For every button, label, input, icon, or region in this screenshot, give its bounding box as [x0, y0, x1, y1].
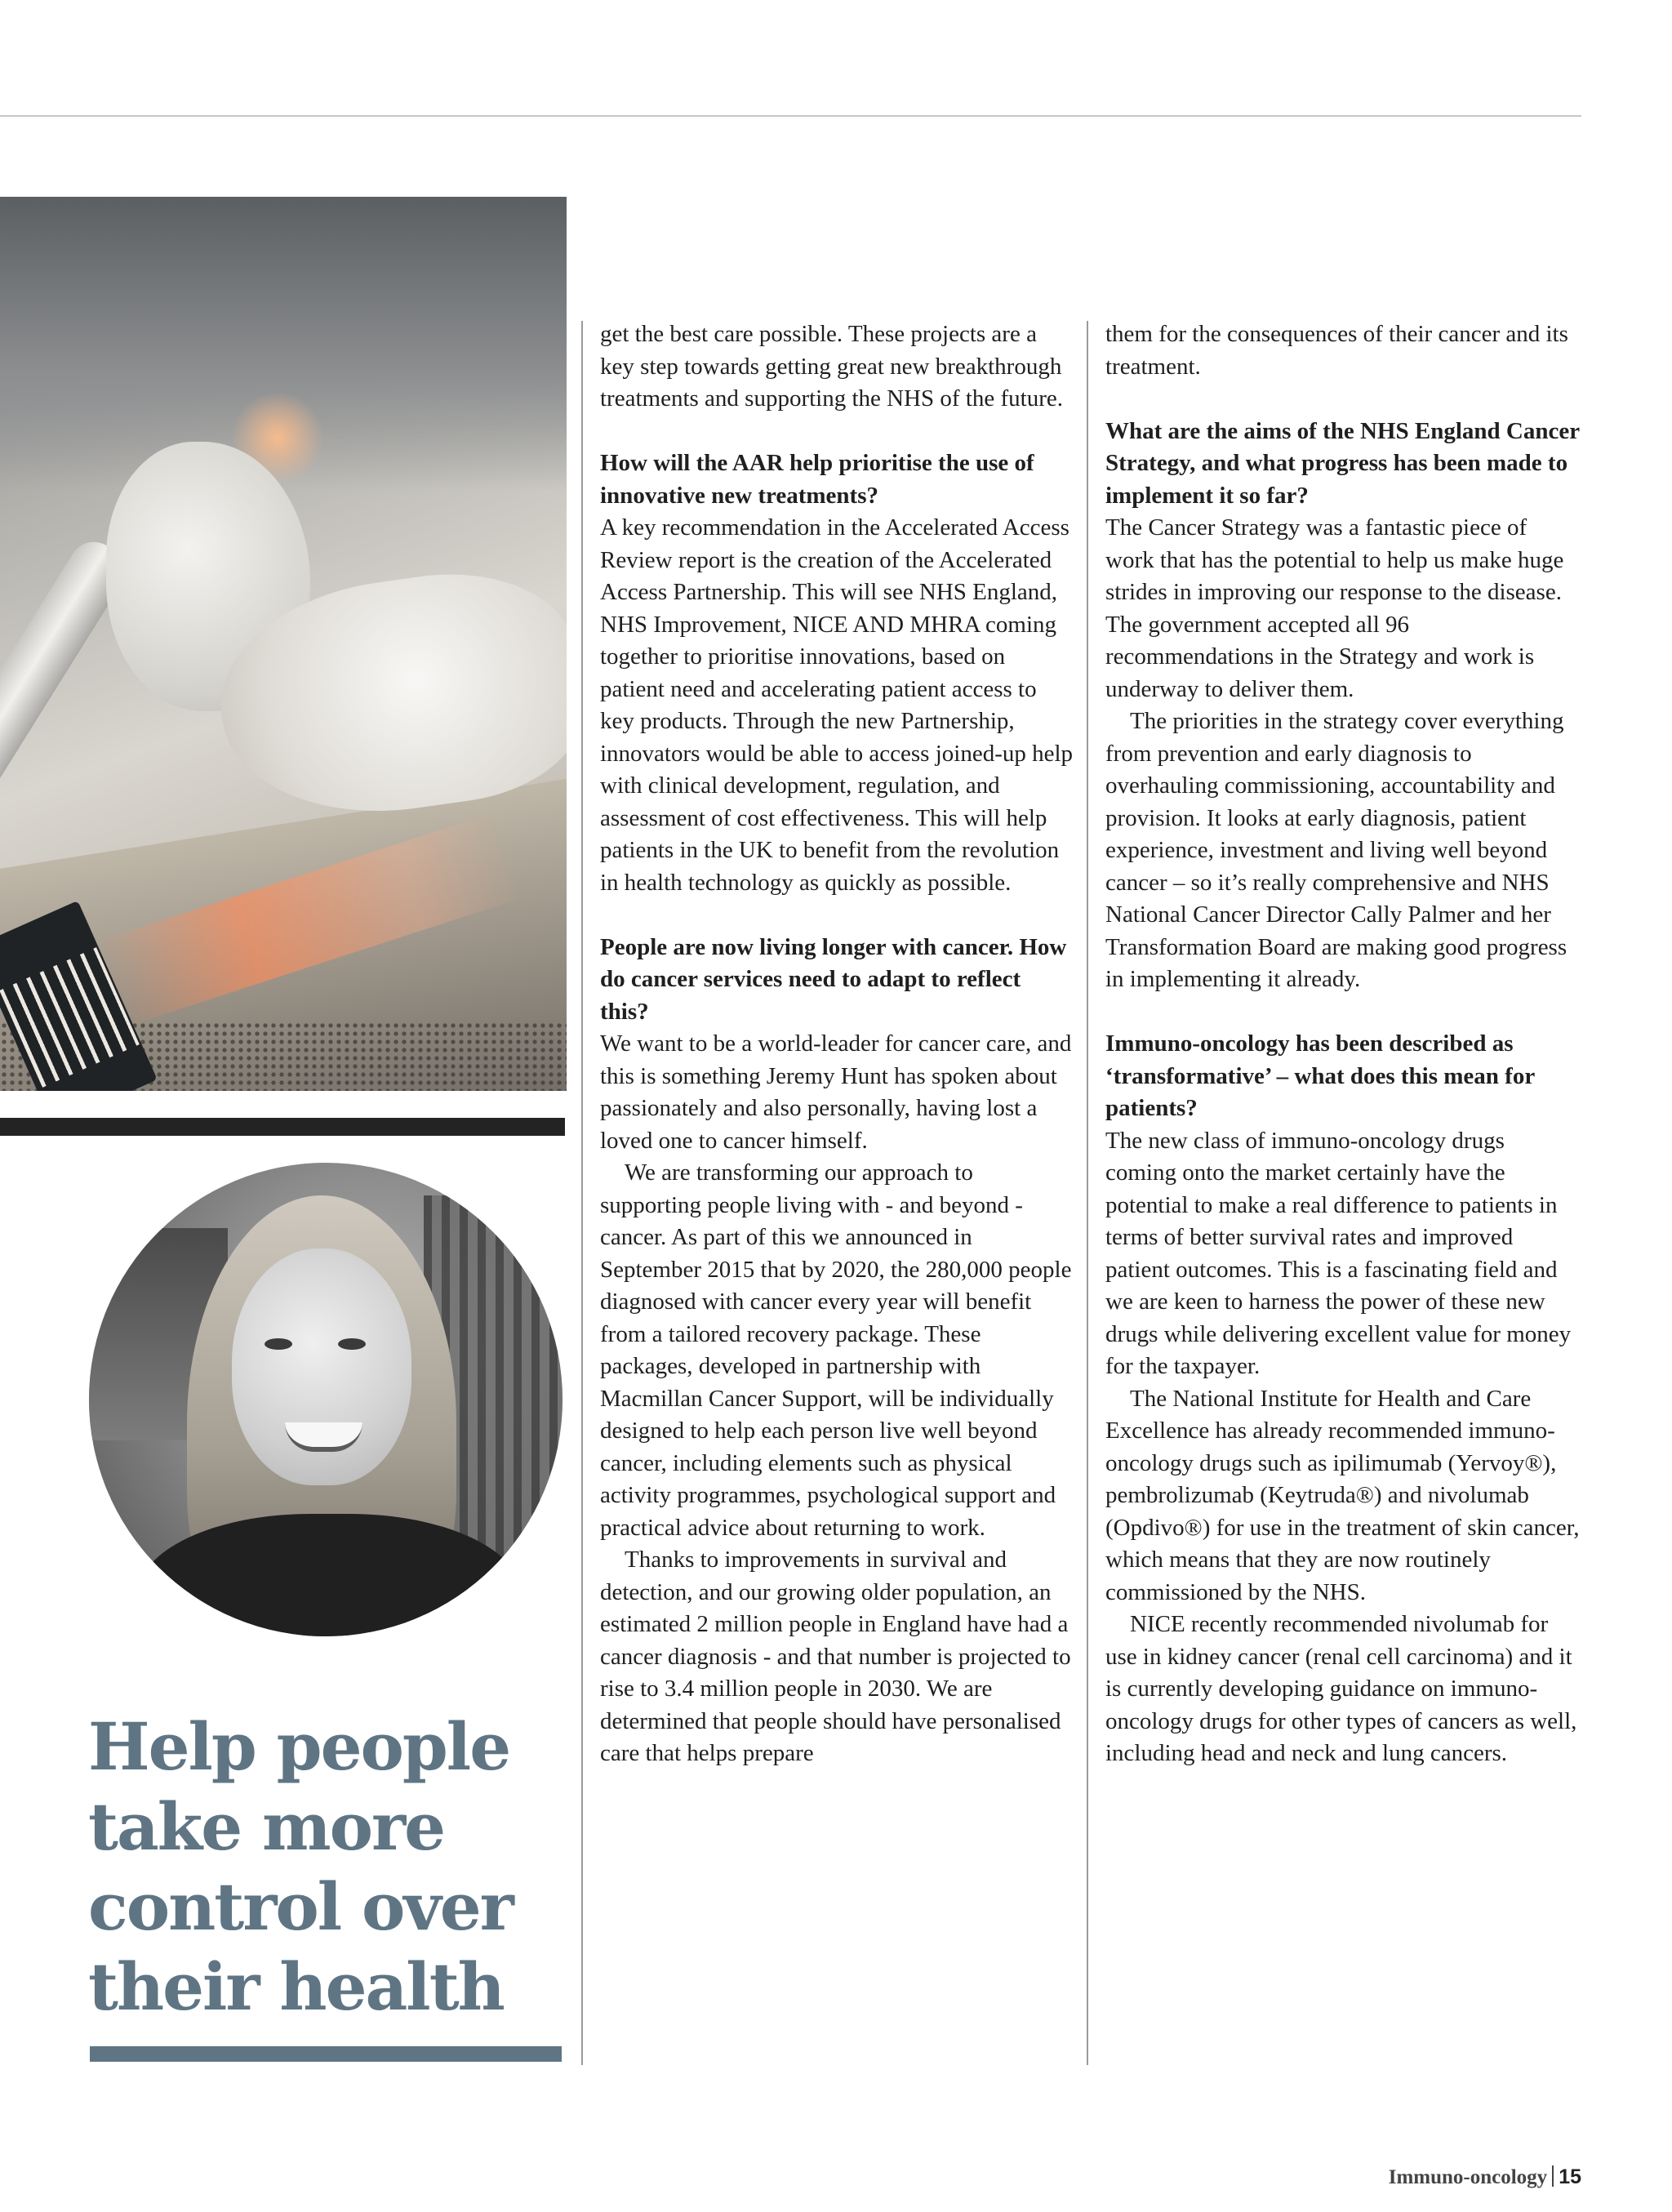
- answer-paragraph: The Cancer Strategy was a fantastic piece of work that has the potential to help us make huge strides in improving our response to the disease. The government accepted all 96 recommendations in the Strategy and work is underway to deliver them.: [1105, 514, 1564, 702]
- portrait-left-eye: [265, 1338, 292, 1350]
- answer-paragraph: NICE recently recommended nivolumab for use in kidney cancer (renal cell carcinoma) and it is currently developing guidance on immuno-oncology drugs for other types of cancers as well, including head and neck and lung cancers.: [1105, 1611, 1577, 1766]
- page-number: 15: [1559, 2165, 1581, 2188]
- answer-paragraph: A key recommendation in the Accelerated Access Review report is the creation of the Accelerated Access Partnership. This will see NHS England, NHS Improvement, NICE AND MHRA coming together to prioritise innovations, based on patient need and accelerating patient access to key products. Through the new Partnership, innovators would be able to access joined-up help with clinical development, regulation, and assessment of cost effectiveness. This will help patients in the UK to benefit from the revolution in health technology as quickly as possible.: [600, 514, 1074, 896]
- answer-paragraph: We are transforming our approach to supporting people living with - and beyond - cancer. As part of this we announced in September 2015 that by 2020, the 280,000 people diagnosed with cancer every year will benefit from a tailored recovery package. These packages, developed in partnership with Macmillan Cancer Support, will be individually designed to help each person live well beyond cancer, including elements such as physical activity programmes, psychological support and practical advice about returning to work.: [600, 1159, 1072, 1541]
- page-footer: [1389, 2165, 1581, 2189]
- top-rule: [0, 115, 1581, 117]
- question-heading: People are now living longer with cancer. How do cancer services need to adapt to reflect this?: [600, 933, 1067, 1025]
- answer-paragraph: Thanks to improvements in survival and detection, and our growing older population, an estimated 2 million people in England have had a cancer diagnosis - and that number is projected to rise to 3.4 million people in 2030. We are determined that people should have personalised care that helps prepare: [600, 1547, 1071, 1766]
- continued-paragraph: them for the consequences of their cancer and its treatment.: [1105, 321, 1568, 380]
- lab-pipette-photo: [0, 197, 567, 1091]
- question-heading: Immuno-oncology has been described as ‘transformative’ – what does this mean for patients?: [1105, 1030, 1535, 1121]
- answer-paragraph: The National Institute for Health and Care Excellence has already recommended immuno-oncology drugs such as ipilimumab (Yervoy®), pembrolizumab (Keytruda®) and nivolumab (Opdivo®) for use in the treatment of skin cancer, which means that they are now routinely commissioned by the NHS.: [1105, 1385, 1580, 1605]
- question-heading: How will the AAR help prioritise the use of innovative new treatments?: [600, 450, 1034, 509]
- answer-paragraph: The priorities in the strategy cover everything from prevention and early diagnosis to overhauling commissioning, accountability and provision. It looks at early diagnosis, patient experience, investment and living well beyond cancer – so it’s really comprehensive and NHS National Cancer Director Cally Palmer and her Transformation Board are making good progress in implementing it already.: [1105, 708, 1568, 992]
- answer-paragraph: The new class of immuno-oncology drugs coming onto the market certainly have the potential to make a real difference to patients in terms of better survival rates and improved patient outcomes. This is a fascinating field and we are keen to harness the power of these new drugs while delivering excellent value for money for the taxpayer.: [1105, 1127, 1572, 1379]
- answer-paragraph: We want to be a world-leader for cancer care, and this is something Jeremy Hunt has spoken about passionately and also personally, having lost a loved one to cancer himself.: [600, 1030, 1072, 1154]
- article-column-right: [1105, 318, 1581, 1770]
- column-rule-right: [1087, 321, 1088, 2065]
- footer-section-label: Immuno-oncology: [1388, 2166, 1548, 2188]
- pull-quote-headline: Help people take more control over their health: [88, 1708, 513, 2025]
- portrait-right-eye: [338, 1338, 366, 1350]
- accent-bar: [90, 2046, 562, 2062]
- divider-bar: [0, 1118, 565, 1136]
- question-heading: What are the aims of the NHS England Cancer Strategy, and what progress has been made to implement it so far?: [1105, 417, 1580, 509]
- article-column-center: [600, 318, 1074, 1770]
- column-rule-left: [581, 321, 583, 2065]
- portrait-photo: [89, 1163, 563, 1636]
- footer-separator: [1552, 2165, 1554, 2187]
- continued-paragraph: get the best care possible. These projects are a key step towards getting great new breakthrough treatments and supporting the NHS of the future.: [600, 321, 1063, 412]
